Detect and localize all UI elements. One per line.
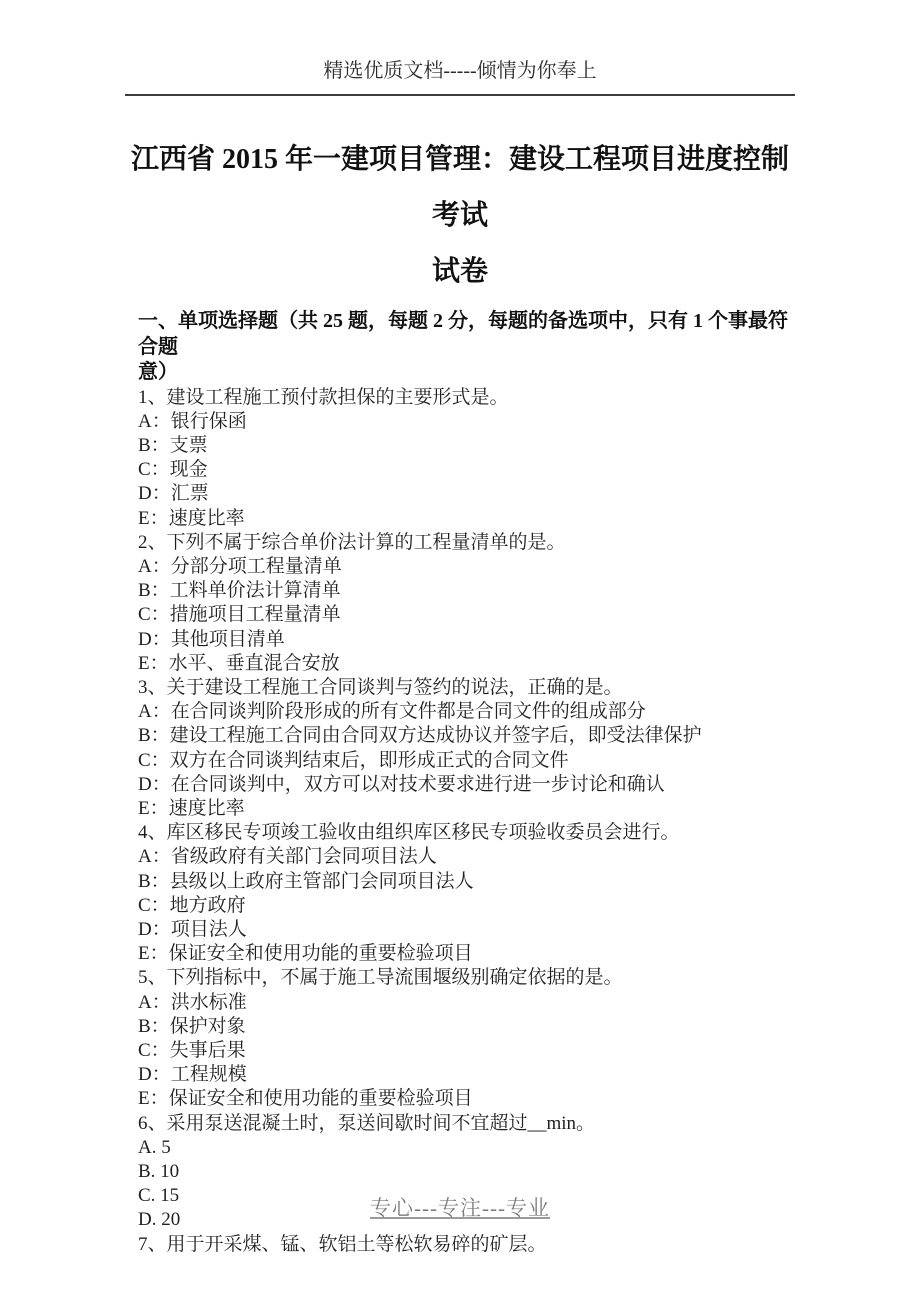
option-line: C：地方政府 xyxy=(138,894,246,916)
option-line: D：其他项目清单 xyxy=(138,628,285,650)
question-stem: 3、关于建设工程施工合同谈判与签约的说法，正确的是。 xyxy=(138,676,623,698)
option-line: A：银行保函 xyxy=(138,410,247,432)
question-block xyxy=(138,386,795,531)
header-divider xyxy=(125,94,795,96)
option-line: B：保护对象 xyxy=(138,1015,246,1037)
question-stem: 7、用于开采煤、锰、软铝土等松软易碎的矿层。 xyxy=(138,1233,547,1255)
question-list xyxy=(125,386,795,1257)
option-line: D：在合同谈判中，双方可以对技术要求进行进一步讨论和确认 xyxy=(138,773,665,795)
option-line: B：支票 xyxy=(138,434,208,456)
option-line: E：速度比率 xyxy=(138,507,245,529)
question-block xyxy=(138,531,795,676)
question-stem: 1、建设工程施工预付款担保的主要形式是。 xyxy=(138,386,509,408)
option-line: A：洪水标准 xyxy=(138,991,247,1013)
option-line: C. 15 xyxy=(138,1185,180,1207)
option-line: D. 20 xyxy=(138,1209,181,1231)
option-line: E：保证安全和使用功能的重要检验项目 xyxy=(138,943,473,965)
option-line: B. 10 xyxy=(138,1161,180,1182)
question-block xyxy=(138,821,795,966)
option-line: B：建设工程施工合同由合同双方达成协议并签字后，即受法律保护 xyxy=(138,725,702,747)
option-line: A. 5 xyxy=(138,1136,171,1158)
footer-note: 专心---专注---专业 xyxy=(370,1196,550,1220)
question-stem: 6、采用泵送混凝土时，泵送间歇时间不宜超过__min。 xyxy=(138,1112,596,1134)
option-line: C：双方在合同谈判结束后，即形成正式的合同文件 xyxy=(138,749,569,771)
question-block xyxy=(138,676,795,821)
question-block xyxy=(138,966,795,1111)
question-stem: 2、下列不属于综合单价法计算的工程量清单的是。 xyxy=(138,531,566,553)
option-line: E：水平、垂直混合安放 xyxy=(138,652,340,674)
doc-header xyxy=(125,58,795,96)
option-line: B：工料单价法计算清单 xyxy=(138,580,341,602)
section-heading xyxy=(125,309,795,386)
option-line: E：速度比率 xyxy=(138,797,245,819)
section-heading-line1: 一、单项选择题（共 25 题，每题 2 分，每题的备选项中，只有 1 个事最符合题 xyxy=(138,310,788,358)
option-line: D：汇票 xyxy=(138,483,209,505)
option-line: C：现金 xyxy=(138,459,208,481)
option-line: E：保证安全和使用功能的重要检验项目 xyxy=(138,1088,473,1110)
option-line: A：在合同谈判阶段形成的所有文件都是合同文件的组成部分 xyxy=(138,701,646,723)
doc-title-line2: 试卷 xyxy=(431,256,488,287)
doc-title xyxy=(125,132,795,300)
header-note: 精选优质文档-----倾情为你奉上 xyxy=(323,60,597,82)
option-line: C：失事后果 xyxy=(138,1039,246,1061)
option-line: B：县级以上政府主管部门会同项目法人 xyxy=(138,870,474,892)
question-block xyxy=(138,1233,795,1257)
section-heading-line2: 意） xyxy=(138,361,178,383)
option-line: A：分部分项工程量清单 xyxy=(138,555,342,577)
option-line: A：省级政府有关部门会同项目法人 xyxy=(138,846,437,868)
option-line: C：措施项目工程量清单 xyxy=(138,604,341,626)
option-line: D：项目法人 xyxy=(138,918,247,940)
question-stem: 5、下列指标中，不属于施工导流围堰级别确定依据的是。 xyxy=(138,967,623,989)
doc-title-line1: 江西省 2015 年一建项目管理：建设工程项目进度控制考试 xyxy=(130,144,789,231)
option-line: D：工程规模 xyxy=(138,1064,247,1086)
question-stem: 4、库区移民专项竣工验收由组织库区移民专项验收委员会进行。 xyxy=(138,822,680,844)
